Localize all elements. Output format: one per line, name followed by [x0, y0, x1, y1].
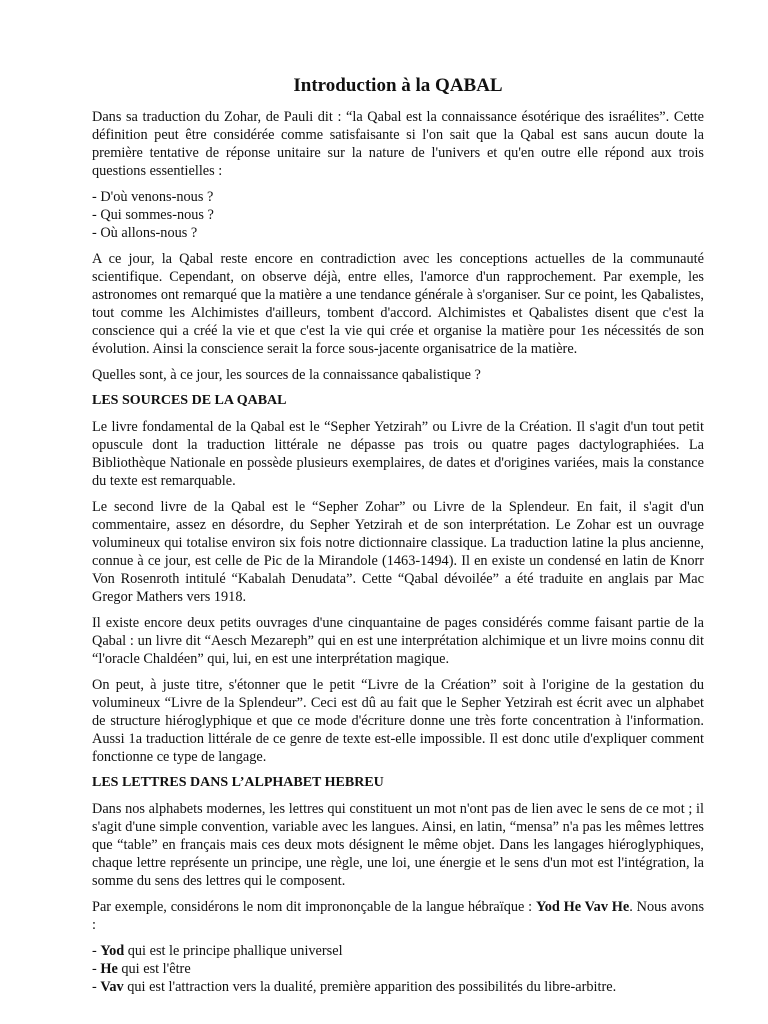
section-heading-sources: LES SOURCES DE LA QABAL	[92, 393, 287, 408]
letter-name: Vav	[100, 979, 124, 995]
sources-paragraph-4: On peut, à juste titre, s'étonner que le petit “Livre de la Création” soit à l'origine de la gestation du volumineux “Livre de la Splendeur”. Ceci est dû au fait que le Sepher Yetzirah est écrit avec un alphabet de structure hiéroglyphique et que ce mode d'écriture donne une très forte concentration à l'information. Aussi 1a traduction littérale de ce genre de texte est-elle impossible. Il est donc utile d'expliquer comment fonctionne ce type de langage.	[92, 677, 704, 765]
question-item: - D'où venons-nous ?	[92, 189, 214, 205]
letter-item: - He qui est l'être	[92, 961, 191, 977]
letters-paragraph-2-tail: . Nous avons :	[92, 899, 705, 933]
question-item: - Où allons-nous ?	[92, 225, 198, 241]
section-heading-letters: LES LETTRES DANS L’ALPHABET HEBREU	[92, 775, 384, 790]
document-page	[92, 74, 704, 1004]
sources-paragraph-2: Le second livre de la Qabal est le “Sepher Zohar” ou Livre de la Splendeur. En fait, il s'agit d'un commentaire, assez en désordre, du Sepher Yetzirah et de son interprétation. Le Zohar est un ouvrage volumineux qui totalise environ six fois notre dictionnaire classique. La traduction latine la plus ancienne, connue à ce jour, est celle de Pic de la Mirandole (1463-1494). Il en existe un condensé en latin de Knorr Von Rosenroth intitulé “Kabalah Denudata”. Cette “Qabal dévoilée” a été traduite en anglais par Mac Gregor Mathers vers 1918.	[92, 499, 704, 605]
sources-paragraph-1: Le livre fondamental de la Qabal est le “Sepher Yetzirah” ou Livre de la Création. Il s'agit d'un tout petit opuscule dont la traduction littérale ne dépasse pas trois ou quatre pages dactylographiées. La Bibliothèque Nationale en possède plusieurs exemplaires, de dates et d'origines variées, mais la constance du texte est remarquable.	[92, 419, 704, 489]
questions-list	[92, 188, 704, 242]
sources-paragraph-3: Il existe encore deux petits ouvrages d'une cinquantaine de pages considérés comme faisant partie de la Qabal : un livre dit “Aesch Mezareph” qui en est une interprétation alchimique et un livre moins connu dit “l'oracle Chaldéen” qui, lui, en est une interprétation magique.	[92, 615, 704, 667]
letters-paragraph-2	[92, 898, 704, 934]
page-title: Introduction à la QABAL	[293, 75, 503, 96]
question-item: - Qui sommes-nous ?	[92, 207, 214, 223]
divine-name: Yod He Vav He	[535, 899, 630, 915]
letter-item: - Vav qui est l'attraction vers la dualité, première apparition des possibilités du libre-arbitre.	[92, 979, 617, 995]
intro-paragraph-2: A ce jour, la Qabal reste encore en contradiction avec les conceptions actuelles de la communauté scientifique. Cependant, on observe déjà, entre elles, l'amorce d'un rapprochement. Par exemple, les astronomes ont remarqué que la matière a une tendance générale à s'organiser. Sur ce point, les Qabalistes, tout comme les Alchimistes d'ailleurs, tombent d'accord. Alchimistes et Qabalistes disent que c'est la conscience qui a créé la vie et que c'est la vie qui crée et organise la matière pour 1es nécessités de son évolution. Ainsi la conscience serait la force sous-jacente organisatrice de la matière.	[92, 251, 704, 357]
letter-name: He	[100, 961, 118, 977]
letters-paragraph-2-lead: Par exemple, considérons le nom dit imprononçable de la langue hébraïque :	[92, 899, 533, 915]
letter-item: - Yod qui est le principe phallique universel	[92, 943, 343, 959]
intro-paragraph-1: Dans sa traduction du Zohar, de Pauli dit : “la Qabal est la connaissance ésotérique des israélites”. Cette définition peut être considérée comme satisfaisante si l'on sait que la Qabal est sans aucun doute la première tentative de réponse unitaire sur la nature de l'univers et qu'en outre elle répond aux trois questions essentielles :	[92, 109, 704, 179]
letters-paragraph-1: Dans nos alphabets modernes, les lettres qui constituent un mot n'ont pas de lien avec le sens de ce mot ; il s'agit d'une simple convention, variable avec les langues. Ainsi, en latin, “mensa” n'a pas les mêmes lettres que “table” en français mais ces deux mots désignent le même objet. Dans les langages hiéroglyphiques, chaque lettre représente un principe, une règle, une loi, une énergie et le sens d'un mot est l'intégration, la somme du sens des lettres qui le composent.	[92, 801, 704, 889]
letter-name: Yod	[100, 943, 125, 959]
letters-list	[92, 942, 704, 996]
intro-paragraph-3: Quelles sont, à ce jour, les sources de la connaissance qabalistique ?	[92, 367, 481, 383]
